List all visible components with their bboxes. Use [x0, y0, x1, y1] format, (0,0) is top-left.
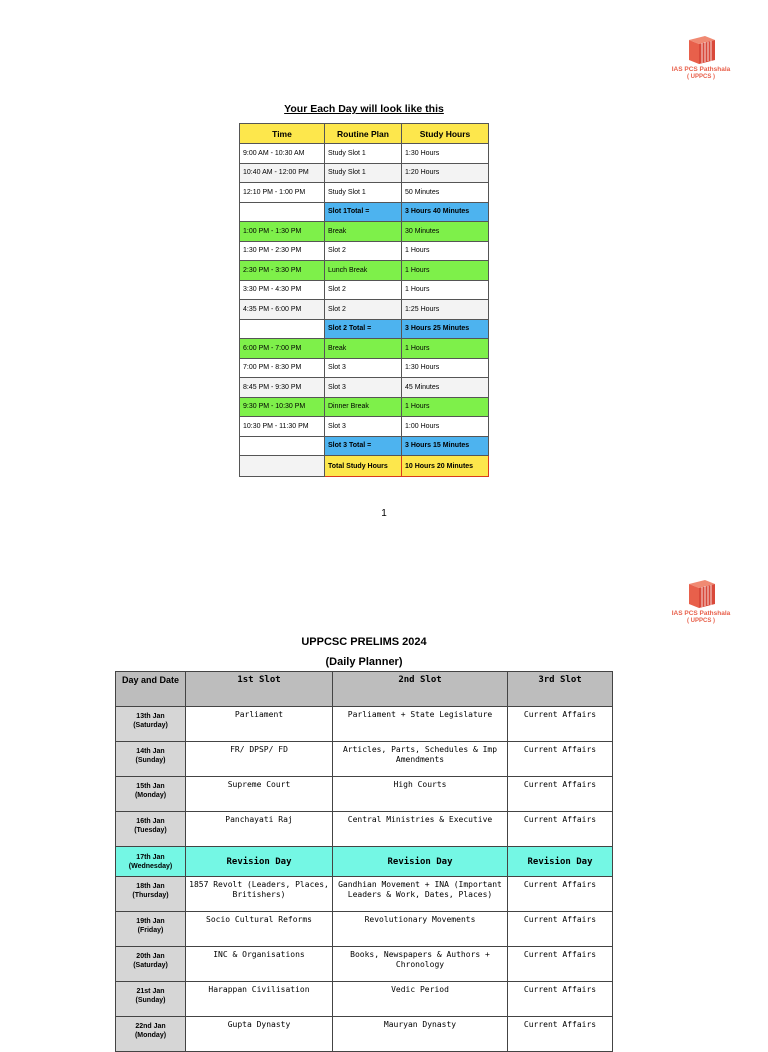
- planner-day-cell: [116, 912, 186, 947]
- routine-time-cell: 1:30 PM - 2:30 PM: [240, 241, 325, 261]
- brand-sub: ( UPPCS ): [686, 74, 715, 80]
- planner-row: [116, 1017, 613, 1052]
- routine-hours-cell: 1 Hours: [402, 241, 489, 261]
- routine-time-cell: 9:00 AM - 10:30 AM: [240, 144, 325, 164]
- routine-time-cell: [240, 436, 325, 456]
- planner-day-cell: [116, 947, 186, 982]
- planner-slot3-cell: Current Affairs: [508, 707, 613, 742]
- planner-day-cell: [116, 982, 186, 1017]
- planner-row: [116, 707, 613, 742]
- planner-slot3-cell: Current Affairs: [508, 777, 613, 812]
- routine-time-cell: [240, 456, 325, 477]
- planner-row: [116, 742, 613, 777]
- routine-row: [240, 280, 489, 300]
- planner-row: [116, 982, 613, 1017]
- routine-hours-cell: 50 Minutes: [402, 183, 489, 203]
- planner-weekday: (Thursday): [132, 892, 169, 899]
- planner-table: [115, 671, 613, 1052]
- planner-slot1-cell: Revision Day: [186, 847, 333, 877]
- books-stack-icon: [683, 30, 719, 66]
- planner-slot2-cell: Central Ministries & Executive: [333, 812, 508, 847]
- planner-slot2-cell: Articles, Parts, Schedules & Imp Amendments: [333, 742, 508, 777]
- planner-weekday: (Sunday): [135, 757, 166, 764]
- planner-day-cell: [116, 777, 186, 812]
- planner-slot3-cell: Current Affairs: [508, 947, 613, 982]
- planner-date: 19th Jan: [136, 918, 165, 925]
- routine-plan-cell: Slot 2: [325, 241, 402, 261]
- planner-weekday: (Tuesday): [134, 827, 167, 834]
- planner-slot1-cell: Socio Cultural Reforms: [186, 912, 333, 947]
- routine-plan-cell: Slot 3 Total =: [325, 436, 402, 456]
- planner-slot2-cell: Gandhian Movement + INA (Important Leaders & Work, Dates, Places): [333, 877, 508, 912]
- planner-date: 13th Jan: [136, 713, 165, 720]
- routine-hours-cell: 3 Hours 15 Minutes: [402, 436, 489, 456]
- routine-row: [240, 436, 489, 456]
- planner-slot1-cell: Harappan Civilisation: [186, 982, 333, 1017]
- planner-slot1-cell: Parliament: [186, 707, 333, 742]
- routine-plan-cell: Slot 2 Total =: [325, 319, 402, 339]
- routine-hours-cell: 3 Hours 25 Minutes: [402, 319, 489, 339]
- planner-weekday: (Saturday): [133, 962, 168, 969]
- routine-row: [240, 358, 489, 378]
- planner-slot1-cell: INC & Organisations: [186, 947, 333, 982]
- routine-plan-cell: Slot 1Total =: [325, 202, 402, 222]
- planner-header-slot3: 3rd Slot: [508, 672, 613, 707]
- routine-plan-cell: Break: [325, 222, 402, 242]
- planner-slot2-cell: Revision Day: [333, 847, 508, 877]
- routine-row: [240, 417, 489, 437]
- routine-time-cell: 10:40 AM - 12:00 PM: [240, 163, 325, 183]
- planner-day-cell: [116, 707, 186, 742]
- routine-row: [240, 339, 489, 359]
- brand-sub: ( UPPCS ): [686, 618, 715, 624]
- planner-row: [116, 912, 613, 947]
- routine-plan-cell: Total Study Hours: [325, 456, 402, 477]
- routine-time-cell: 12:10 PM - 1:00 PM: [240, 183, 325, 203]
- brand-logo: [666, 574, 736, 625]
- routine-header-hours: Study Hours: [402, 124, 489, 144]
- routine-hours-cell: 1:30 Hours: [402, 144, 489, 164]
- planner-title-block: [240, 632, 488, 672]
- planner-weekday: (Monday): [134, 792, 167, 799]
- planner-header-row: [116, 672, 613, 707]
- routine-hours-cell: 1 Hours: [402, 339, 489, 359]
- planner-date: 22nd Jan: [135, 1023, 166, 1030]
- planner-row: [116, 877, 613, 912]
- routine-time-cell: 6:00 PM - 7:00 PM: [240, 339, 325, 359]
- routine-row: [240, 378, 489, 398]
- routine-time-cell: [240, 319, 325, 339]
- routine-row: [240, 183, 489, 203]
- planner-slot3-cell: Current Affairs: [508, 912, 613, 947]
- routine-plan-cell: Lunch Break: [325, 261, 402, 281]
- planner-header-slot1: 1st Slot: [186, 672, 333, 707]
- routine-hours-cell: 30 Minutes: [402, 222, 489, 242]
- routine-row: [240, 397, 489, 417]
- planner-header-slot2: 2nd Slot: [333, 672, 508, 707]
- brand-name: IAS PCS Pathshala: [671, 66, 731, 73]
- routine-row: [240, 144, 489, 164]
- routine-plan-cell: Study Slot 1: [325, 144, 402, 164]
- planner-day-cell: [116, 847, 186, 877]
- planner-slot3-cell: Current Affairs: [508, 1017, 613, 1052]
- planner-date: 15th Jan: [136, 783, 165, 790]
- routine-header-time: Time: [240, 124, 325, 144]
- planner-title: UPPCSC PRELIMS 2024: [301, 636, 427, 648]
- planner-slot2-cell: High Courts: [333, 777, 508, 812]
- planner-weekday: (Sunday): [135, 997, 166, 1004]
- routine-time-cell: 7:00 PM - 8:30 PM: [240, 358, 325, 378]
- planner-date: 16th Jan: [136, 818, 165, 825]
- routine-row: [240, 261, 489, 281]
- planner-weekday: (Monday): [134, 1032, 167, 1039]
- planner-row: [116, 847, 613, 877]
- routine-time-cell: [240, 202, 325, 222]
- planner-slot1-cell: Panchayati Raj: [186, 812, 333, 847]
- routine-time-cell: 10:30 PM - 11:30 PM: [240, 417, 325, 437]
- routine-hours-cell: 3 Hours 40 Minutes: [402, 202, 489, 222]
- routine-time-cell: 2:30 PM - 3:30 PM: [240, 261, 325, 281]
- planner-slot1-cell: FR/ DPSP/ FD: [186, 742, 333, 777]
- routine-row: [240, 222, 489, 242]
- planner-slot2-cell: Vedic Period: [333, 982, 508, 1017]
- planner-row: [116, 777, 613, 812]
- planner-day-cell: [116, 1017, 186, 1052]
- routine-hours-cell: 45 Minutes: [402, 378, 489, 398]
- routine-plan-cell: Slot 2: [325, 280, 402, 300]
- routine-title: Your Each Day will look like this: [284, 103, 444, 115]
- planner-subtitle: (Daily Planner): [325, 656, 403, 668]
- routine-hours-cell: 1 Hours: [402, 397, 489, 417]
- routine-time-cell: 1:00 PM - 1:30 PM: [240, 222, 325, 242]
- routine-plan-cell: Break: [325, 339, 402, 359]
- routine-hours-cell: 10 Hours 20 Minutes: [402, 456, 489, 477]
- routine-header-plan: Routine Plan: [325, 124, 402, 144]
- routine-hours-cell: 1:30 Hours: [402, 358, 489, 378]
- brand-name: IAS PCS Pathshala: [671, 610, 731, 617]
- routine-plan-cell: Slot 2: [325, 300, 402, 320]
- planner-slot1-cell: 1857 Revolt (Leaders, Places, Britishers): [186, 877, 333, 912]
- routine-time-cell: 4:35 PM - 6:00 PM: [240, 300, 325, 320]
- planner-date: 17th Jan: [136, 853, 165, 861]
- routine-row: [240, 300, 489, 320]
- planner-weekday: (Friday): [137, 927, 164, 934]
- planner-day-cell: [116, 812, 186, 847]
- routine-header-row: [240, 124, 489, 144]
- planner-day-cell: [116, 877, 186, 912]
- routine-plan-cell: Dinner Break: [325, 397, 402, 417]
- planner-date: 20th Jan: [136, 953, 165, 960]
- planner-slot3-cell: Current Affairs: [508, 982, 613, 1017]
- books-stack-icon: [683, 574, 719, 610]
- routine-time-cell: 9:30 PM - 10:30 PM: [240, 397, 325, 417]
- planner-date: 14th Jan: [136, 748, 165, 755]
- routine-row: [240, 241, 489, 261]
- routine-row: [240, 319, 489, 339]
- planner-date: 18th Jan: [136, 883, 165, 890]
- planner-header-day: Day and Date: [116, 672, 186, 707]
- routine-plan-cell: Study Slot 1: [325, 183, 402, 203]
- routine-row: [240, 456, 489, 477]
- routine-time-cell: 8:45 PM - 9:30 PM: [240, 378, 325, 398]
- routine-hours-cell: 1 Hours: [402, 280, 489, 300]
- planner-slot1-cell: Gupta Dynasty: [186, 1017, 333, 1052]
- planner-slot2-cell: Mauryan Dynasty: [333, 1017, 508, 1052]
- routine-hours-cell: 1:00 Hours: [402, 417, 489, 437]
- planner-row: [116, 947, 613, 982]
- planner-slot3-cell: Current Affairs: [508, 742, 613, 777]
- planner-slot1-cell: Supreme Court: [186, 777, 333, 812]
- planner-date: 21st Jan: [136, 988, 165, 995]
- planner-slot3-cell: Revision Day: [508, 847, 613, 877]
- planner-slot2-cell: Books, Newspapers & Authors + Chronology: [333, 947, 508, 982]
- routine-hours-cell: 1:20 Hours: [402, 163, 489, 183]
- routine-plan-cell: Slot 3: [325, 378, 402, 398]
- routine-row: [240, 202, 489, 222]
- planner-weekday: (Saturday): [133, 722, 168, 729]
- routine-plan-cell: Slot 3: [325, 358, 402, 378]
- planner-slot3-cell: Current Affairs: [508, 812, 613, 847]
- planner-day-cell: [116, 742, 186, 777]
- routine-table: [239, 123, 489, 477]
- routine-time-cell: 3:30 PM - 4:30 PM: [240, 280, 325, 300]
- planner-row: [116, 812, 613, 847]
- page-number: 1: [381, 508, 387, 519]
- routine-hours-cell: 1 Hours: [402, 261, 489, 281]
- planner-weekday: (Wednesday): [128, 862, 173, 870]
- planner-slot2-cell: Revolutionary Movements: [333, 912, 508, 947]
- routine-plan-cell: Slot 3: [325, 417, 402, 437]
- brand-logo: [666, 30, 736, 81]
- routine-hours-cell: 1:25 Hours: [402, 300, 489, 320]
- planner-slot3-cell: Current Affairs: [508, 877, 613, 912]
- routine-plan-cell: Study Slot 1: [325, 163, 402, 183]
- planner-slot2-cell: Parliament + State Legislature: [333, 707, 508, 742]
- routine-row: [240, 163, 489, 183]
